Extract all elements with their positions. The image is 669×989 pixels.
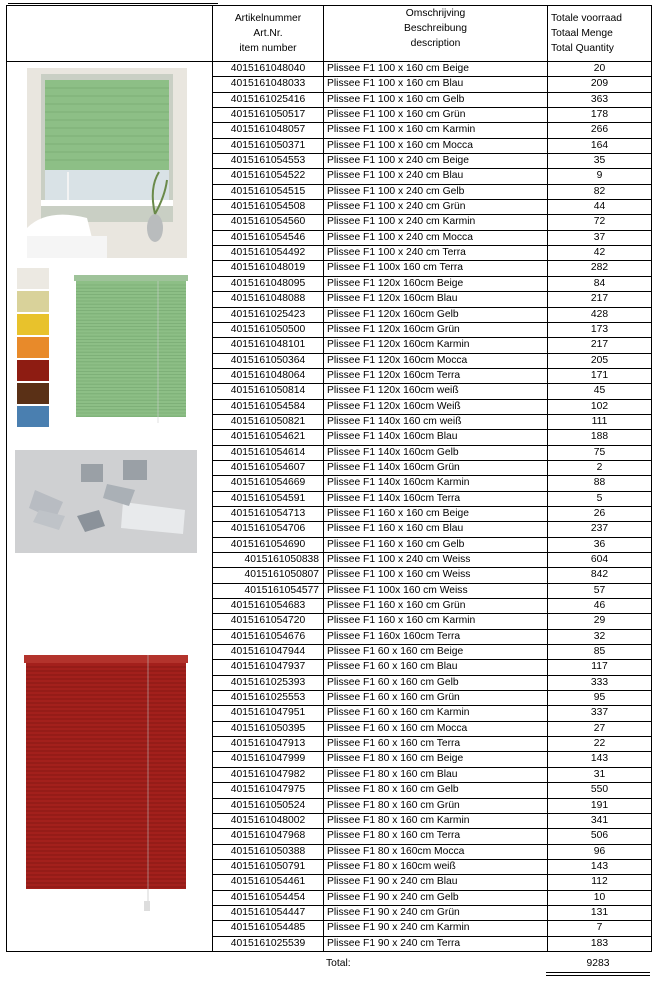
article-number-cell: 4015161048057 [213,123,324,138]
article-number-cell: 4015161054706 [213,522,324,537]
quantity-cell: 217 [548,338,652,353]
description-cell: Plissee F1 100 x 240 cm Weiss [324,553,548,568]
description-cell: Plissee F1 100 x 240 cm Blau [324,169,548,184]
article-number-cell: 4015161048088 [213,292,324,307]
header-desc-line-2: Beschreibung [404,23,467,34]
article-number-cell: 4015161050395 [213,721,324,736]
article-number-cell: 4015161050371 [213,138,324,153]
color-swatch [17,314,49,335]
article-number-cell: 4015161054522 [213,169,324,184]
article-number-cell: 4015161050807 [213,568,324,583]
description-cell: Plissee F1 90 x 240 cm Grün [324,905,548,920]
quantity-cell: 506 [548,829,652,844]
article-number-cell: 4015161048064 [213,368,324,383]
article-number-cell: 4015161054614 [213,445,324,460]
quantity-cell: 550 [548,783,652,798]
article-number-cell: 4015161047982 [213,767,324,782]
quantity-cell: 112 [548,875,652,890]
description-cell: Plissee F1 100x 160 cm Weiss [324,583,548,598]
description-cell: Plissee F1 120x 160cm Karmin [324,338,548,353]
article-number-cell: 4015161048095 [213,276,324,291]
description-cell: Plissee F1 80 x 160cm weiß [324,859,548,874]
article-number-cell: 4015161054720 [213,614,324,629]
article-number-cell: 4015161054553 [213,154,324,169]
quantity-cell: 188 [548,430,652,445]
quantity-cell: 266 [548,123,652,138]
quantity-cell: 57 [548,583,652,598]
quantity-cell: 183 [548,936,652,951]
article-number-cell: 4015161047944 [213,645,324,660]
quantity-cell: 96 [548,844,652,859]
top-rule [8,3,218,4]
article-number-cell: 4015161054461 [213,875,324,890]
description-cell: Plissee F1 60 x 160 cm Gelb [324,675,548,690]
description-cell: Plissee F1 100 x 240 cm Terra [324,246,548,261]
article-number-cell: 4015161025539 [213,936,324,951]
description-cell: Plissee F1 100 x 160 cm Karmin [324,123,548,138]
header-image-cell [7,6,213,62]
quantity-cell: 842 [548,568,652,583]
header-qty-line-2: Totaal Menge [551,28,613,39]
description-cell: Plissee F1 100 x 160 cm Blau [324,77,548,92]
description-cell: Plissee F1 100 x 160 cm Grün [324,108,548,123]
quantity-cell: 337 [548,706,652,721]
article-number-cell: 4015161025393 [213,675,324,690]
description-cell: Plissee F1 100x 160 cm Terra [324,261,548,276]
quantity-cell: 2 [548,460,652,475]
description-cell: Plissee F1 120x 160cm Terra [324,368,548,383]
total-value: 9283 [586,958,610,969]
description-cell: Plissee F1 100 x 240 cm Karmin [324,215,548,230]
description-cell: Plissee F1 60 x 160 cm Blau [324,660,548,675]
description-cell: Plissee F1 160 x 160 cm Grün [324,599,548,614]
article-number-cell: 4015161054447 [213,905,324,920]
article-number-cell: 4015161054577 [213,583,324,598]
quantity-cell: 143 [548,752,652,767]
quantity-cell: 111 [548,414,652,429]
header-qty-line-3: Total Quantity [551,43,614,54]
quantity-cell: 82 [548,184,652,199]
header-art-line-1: Artikelnummer [234,13,302,24]
article-number-cell: 4015161054584 [213,399,324,414]
article-number-cell: 4015161047968 [213,829,324,844]
header-quantity [548,6,652,62]
article-number-cell: 4015161050364 [213,353,324,368]
description-cell: Plissee F1 90 x 240 cm Karmin [324,921,548,936]
quantity-cell: 205 [548,353,652,368]
article-number-cell: 4015161048033 [213,77,324,92]
article-number-cell: 4015161050791 [213,859,324,874]
quantity-cell: 26 [548,506,652,521]
description-cell: Plissee F1 120x 160cm Gelb [324,307,548,322]
color-swatch [17,291,49,312]
description-cell: Plissee F1 100 x 160 cm Mocca [324,138,548,153]
description-cell: Plissee F1 90 x 240 cm Blau [324,875,548,890]
color-swatches [17,268,49,430]
quantity-cell: 37 [548,230,652,245]
article-number-cell: 4015161054683 [213,599,324,614]
quantity-cell: 217 [548,292,652,307]
article-number-cell: 4015161047975 [213,783,324,798]
description-cell: Plissee F1 60 x 160 cm Terra [324,737,548,752]
description-cell: Plissee F1 120x 160cm Beige [324,276,548,291]
article-number-cell: 4015161048002 [213,813,324,828]
quantity-cell: 131 [548,905,652,920]
description-cell: Plissee F1 90 x 240 cm Terra [324,936,548,951]
description-cell: Plissee F1 80 x 160 cm Karmin [324,813,548,828]
description-cell: Plissee F1 100 x 160 cm Weiss [324,568,548,583]
quantity-cell: 164 [548,138,652,153]
quantity-cell: 75 [548,445,652,460]
quantity-cell: 604 [548,553,652,568]
window-blind-photo [27,68,187,258]
article-number-cell: 4015161025553 [213,691,324,706]
description-cell: Plissee F1 140x 160cm Grün [324,460,548,475]
description-cell: Plissee F1 100 x 160 cm Beige [324,62,548,77]
quantity-cell: 173 [548,322,652,337]
article-number-cell: 4015161050814 [213,384,324,399]
quantity-cell: 333 [548,675,652,690]
article-number-cell: 4015161054485 [213,921,324,936]
quantity-cell: 209 [548,77,652,92]
description-cell: Plissee F1 160 x 160 cm Blau [324,522,548,537]
article-number-cell: 4015161048019 [213,261,324,276]
header-art-line-2: Art.Nr. [253,28,283,39]
description-cell: Plissee F1 80 x 160 cm Gelb [324,783,548,798]
red-pleated-blind [24,655,188,915]
article-number-cell: 4015161054607 [213,460,324,475]
description-cell: Plissee F1 60 x 160 cm Grün [324,691,548,706]
description-cell: Plissee F1 120x 160cm Weiß [324,399,548,414]
article-number-cell: 4015161054546 [213,230,324,245]
quantity-cell: 45 [548,384,652,399]
description-cell: Plissee F1 100 x 240 cm Beige [324,154,548,169]
quantity-cell: 341 [548,813,652,828]
green-pleated-blind [74,275,188,425]
article-number-cell: 4015161054591 [213,491,324,506]
quantity-cell: 35 [548,154,652,169]
article-number-cell: 4015161050838 [213,553,324,568]
header-description [324,6,548,62]
quantity-cell: 88 [548,476,652,491]
quantity-cell: 7 [548,921,652,936]
article-number-cell: 4015161054690 [213,537,324,552]
quantity-cell: 171 [548,368,652,383]
description-cell: Plissee F1 80 x 160 cm Grün [324,798,548,813]
header-qty-line-1: Totale voorraad [551,13,622,24]
article-number-cell: 4015161047999 [213,752,324,767]
quantity-cell: 32 [548,629,652,644]
quantity-cell: 72 [548,215,652,230]
description-cell: Plissee F1 90 x 240 cm Gelb [324,890,548,905]
quantity-cell: 85 [548,645,652,660]
description-cell: Plissee F1 60 x 160 cm Beige [324,645,548,660]
quantity-cell: 178 [548,108,652,123]
header-row [7,6,652,62]
quantity-cell: 84 [548,276,652,291]
description-cell: Plissee F1 160 x 160 cm Gelb [324,537,548,552]
color-swatch [17,406,49,427]
article-number-cell: 4015161054454 [213,890,324,905]
header-desc-line-1: Omschrijving [405,8,466,19]
description-cell: Plissee F1 160 x 160 cm Beige [324,506,548,521]
article-number-cell: 4015161048040 [213,62,324,77]
description-cell: Plissee F1 100 x 240 cm Gelb [324,184,548,199]
quantity-cell: 95 [548,691,652,706]
description-cell: Plissee F1 120x 160cm weiß [324,384,548,399]
quantity-cell: 191 [548,798,652,813]
article-number-cell: 4015161048101 [213,338,324,353]
description-cell: Plissee F1 160x 160cm Terra [324,629,548,644]
article-number-cell: 4015161050500 [213,322,324,337]
quantity-cell: 428 [548,307,652,322]
header-article-number [213,6,324,62]
quantity-cell: 9 [548,169,652,184]
header-art-line-3: item number [239,43,297,54]
article-number-cell: 4015161054713 [213,506,324,521]
article-number-cell: 4015161047951 [213,706,324,721]
description-cell: Plissee F1 100 x 160 cm Gelb [324,92,548,107]
color-swatch [17,360,49,381]
article-number-cell: 4015161054676 [213,629,324,644]
quantity-cell: 117 [548,660,652,675]
description-cell: Plissee F1 100 x 240 cm Mocca [324,230,548,245]
quantity-cell: 44 [548,200,652,215]
color-swatch [17,268,49,289]
description-cell: Plissee F1 100 x 240 cm Grün [324,200,548,215]
description-cell: Plissee F1 140x 160 cm weiß [324,414,548,429]
description-cell: Plissee F1 140x 160cm Gelb [324,445,548,460]
quantity-cell: 36 [548,537,652,552]
article-number-cell: 4015161050517 [213,108,324,123]
color-swatch [17,383,49,404]
description-cell: Plissee F1 120x 160cm Mocca [324,353,548,368]
description-cell: Plissee F1 80 x 160 cm Terra [324,829,548,844]
quantity-cell: 5 [548,491,652,506]
description-cell: Plissee F1 60 x 160 cm Mocca [324,721,548,736]
article-number-cell: 4015161054508 [213,200,324,215]
quantity-cell: 42 [548,246,652,261]
quantity-cell: 27 [548,721,652,736]
description-cell: Plissee F1 80 x 160 cm Beige [324,752,548,767]
total-label: Total: [326,958,351,969]
mounting-hardware-photo [15,450,197,553]
quantity-cell: 237 [548,522,652,537]
article-number-cell: 4015161050524 [213,798,324,813]
article-number-cell: 4015161047913 [213,737,324,752]
header-desc-line-3: description [410,38,461,49]
quantity-cell: 46 [548,599,652,614]
article-number-cell: 4015161047937 [213,660,324,675]
description-cell: Plissee F1 80 x 160 cm Blau [324,767,548,782]
color-swatch [17,337,49,358]
description-cell: Plissee F1 140x 160cm Blau [324,430,548,445]
quantity-cell: 363 [548,92,652,107]
article-number-cell: 4015161025423 [213,307,324,322]
quantity-cell: 282 [548,261,652,276]
description-cell: Plissee F1 120x 160cm Blau [324,292,548,307]
article-number-cell: 4015161050388 [213,844,324,859]
quantity-cell: 102 [548,399,652,414]
description-cell: Plissee F1 120x 160cm Grün [324,322,548,337]
quantity-cell: 143 [548,859,652,874]
description-cell: Plissee F1 140x 160cm Karmin [324,476,548,491]
article-number-cell: 4015161054560 [213,215,324,230]
article-number-cell: 4015161054492 [213,246,324,261]
quantity-cell: 31 [548,767,652,782]
description-cell: Plissee F1 60 x 160 cm Karmin [324,706,548,721]
article-number-cell: 4015161054669 [213,476,324,491]
article-number-cell: 4015161050821 [213,414,324,429]
quantity-cell: 10 [548,890,652,905]
article-number-cell: 4015161054515 [213,184,324,199]
total-underline [546,972,650,973]
description-cell: Plissee F1 140x 160cm Terra [324,491,548,506]
quantity-cell: 22 [548,737,652,752]
article-number-cell: 4015161025416 [213,92,324,107]
article-number-cell: 4015161054621 [213,430,324,445]
description-cell: Plissee F1 160 x 160 cm Karmin [324,614,548,629]
description-cell: Plissee F1 80 x 160cm Mocca [324,844,548,859]
total-double-underline [546,975,650,976]
quantity-cell: 29 [548,614,652,629]
quantity-cell: 20 [548,62,652,77]
